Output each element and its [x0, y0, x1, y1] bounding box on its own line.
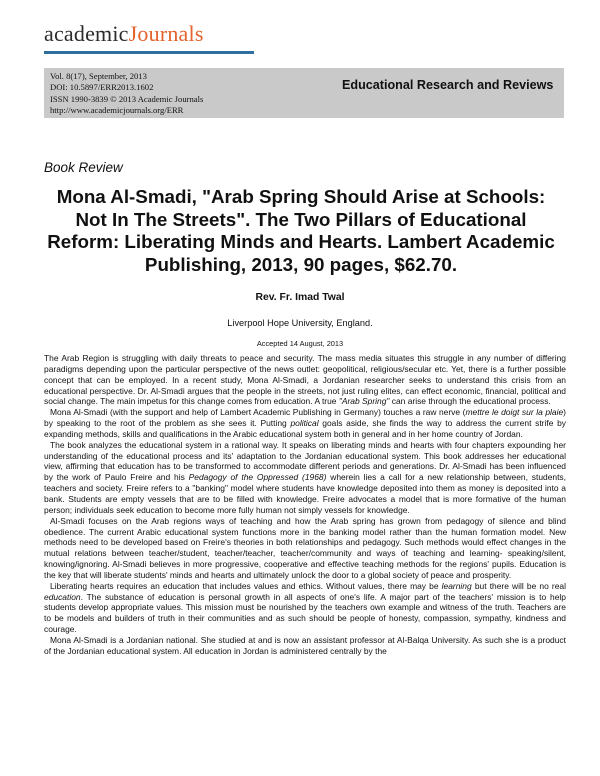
- journal-title: Educational Research and Reviews: [342, 78, 554, 92]
- article-title: Mona Al-Smadi, "Arab Spring Should Arise at Schools: Not In The Streets". The Two Pillars of Educational Reform: Liberating Minds and Hearts. Lambert Academic Publishing, 2013, 90 pages, $62.70.: [47, 186, 555, 275]
- author-affiliation: Liverpool Hope University, England.: [227, 318, 373, 328]
- journal-url[interactable]: http://www.academicjournals.org/ERR: [50, 104, 184, 115]
- author-name: Rev. Fr. Imad Twal: [255, 292, 345, 303]
- paragraph-1: The Arab Region is struggling with daily threats to peace and security. The mass media situates this struggle in any number of differing paradigms depending upon the particular perspective of the news outlet: geopolitical, religious/secular etc. Yet, there is a further possible concept that can be employed. In a recent study, Mona Al-Smadi, a Jordanian researcher seeks to understand this crisis from an educational perspective. Dr. Al-Smadi argues that the people in the streets, not just ruling elites, can effect economic, financial, political and social change. The main impetus for this change comes from education. A true "Arab Spring" can arise through the educational process.: [44, 353, 566, 407]
- paragraph-2: Mona Al-Smadi (with the support and help of Lambert Academic Publishing in Germany) touches a raw nerve (mettre le doigt sur la plaie) by speaking to the root of the problem as she sees it. Putting political goals aside, she finds the way to address the current strife by expanding methods, skills and qualifications in the Arabic educational system both in general and in her home country of Jordan.: [44, 407, 566, 439]
- issn: ISSN 1990-3839 © 2013 Academic Journals: [50, 93, 204, 104]
- logo-text-academic: academic: [44, 21, 129, 46]
- journal-logo: [44, 18, 204, 50]
- paragraph-4: Al-Smadi focuses on the Arab regions ways of teaching and how the Arab spring has grown from pedagogy of silence and blind obedience. The current Arabic educational system functions more in the banking model rather than the human formation model. New methods need to be developed based on Freire's theories in both relationships and pedagogy. Such methods would effect changes in the mutual relations between teacher/student, teacher/teacher, teacher/community and ways of teaching and learning- speaking/silent, knowing/ignoring. Al-Smadi believes in more progressive, cooperative and effective teaching methods for the regions' pupils. Education is the key that will liberate students' minds and hearts and ultimately unlock the door to a global society of peace and prosperity.: [44, 515, 566, 580]
- publication-meta: [50, 71, 290, 116]
- logo-text-journals: Journals: [128, 21, 204, 46]
- paragraph-6: Mona Al-Smadi is a Jordanian national. She studied at and is now an assistant professor at Al-Balqa University. As such she is a product of the Jordanian educational system. All education in Jordan is administered centrally by the: [44, 634, 566, 656]
- section-label: Book Review: [44, 160, 123, 175]
- logo-underline: [44, 51, 254, 54]
- paragraph-5: Liberating hearts requires an education that includes values and ethics. Without values, there may be learning but there will be no real education. The substance of education is personal growth in all aspects of one's life. A major part of the teachers' mission is to help students develop appropriate values. This mission must be nourished by the teachers own example and witness of the truth. Teachers are to be models and builders of truth in their communities and as such should be people of honesty, compassion, sympathy, kindness and courage.: [44, 580, 566, 635]
- article-body: [44, 353, 566, 657]
- accepted-date: Accepted 14 August, 2013: [256, 339, 344, 348]
- journal-info-box: [44, 68, 564, 118]
- volume-info: Vol. 8(17), September, 2013: [50, 71, 147, 81]
- paragraph-3: The book analyzes the educational system in a rational way. It speaks on liberating minds and hearts with four chapters expounding her understanding of the educational process and its' adaptation to the Jordanian educational system. This book addresses her educational view, affirming that education has to be transformed to accommodate different periods and generations. Dr. Al-Smadi has been influenced by the work of Paulo Freire and his Pedagogy of the Oppressed (1968) wherein lies a call for a new relationship between, students, teachers and society. Freire refers to a "banking" model where students have knowledge deposited into them as money is deposited into a bank. Students are empty vessels that are to be filled with knowledge. Freire advocates a model that is more formative of the human person; individuals seek education to become more fully human not simply vessels for knowledge.: [44, 439, 566, 515]
- doi: DOI: 10.5897/ERR2013.1602: [50, 82, 154, 93]
